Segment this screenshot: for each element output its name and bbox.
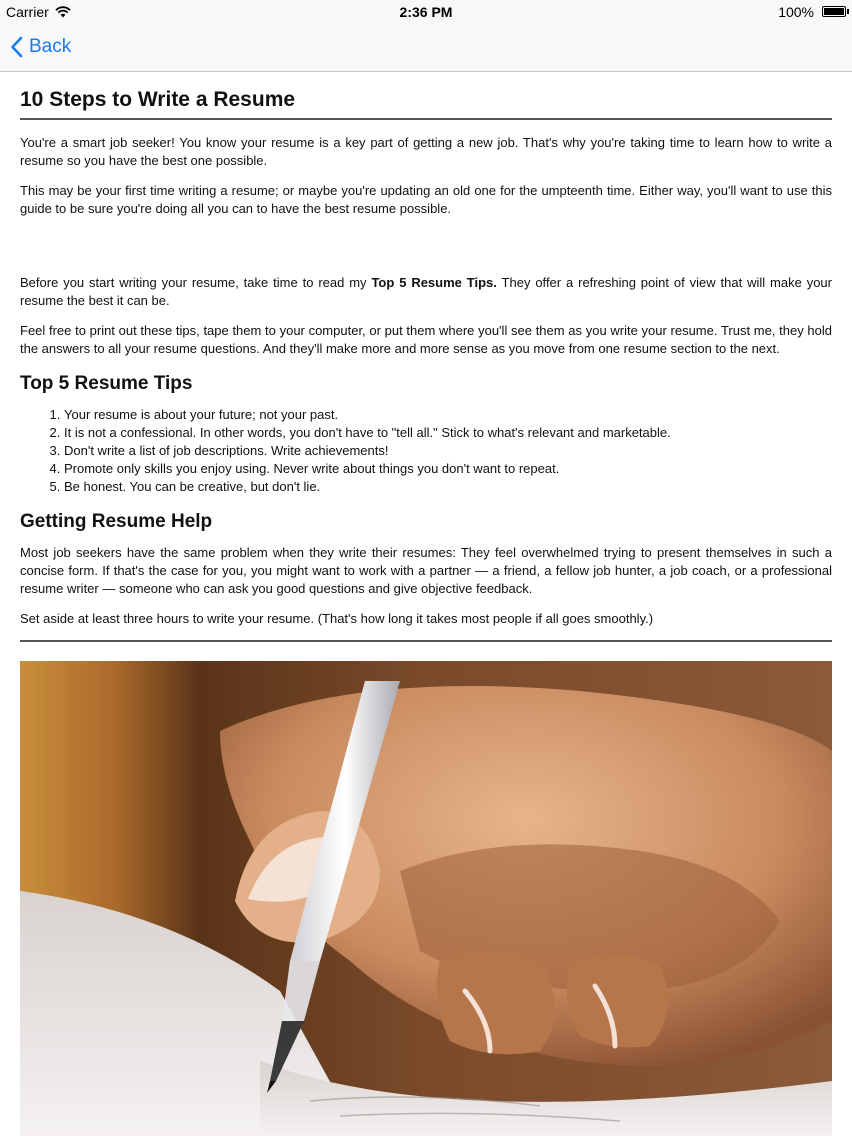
article-content [20, 86, 832, 649]
list-item: 1. Your resume is about your future; not your past. [64, 406, 832, 424]
spacer [20, 218, 832, 262]
help-paragraph-1: Most job seekers have the same problem when they write their resumes: They feel overwhelmed trying to present themselves in such a concise form. If that's the case for you, you might want to work with a partner — a friend, a fellow job hunter, a job coach, or a professional resume writer — someone who can ask you good questions and give objective feedback. [20, 545, 832, 596]
battery-nub [847, 9, 849, 14]
back-label: Back [29, 36, 72, 57]
list-item: 3. Don't write a list of job descriptions. Write achievements! [64, 442, 832, 460]
help-heading: Getting Resume Help [20, 511, 213, 532]
list-item: 4. Promote only skills you enjoy using. Never write about things you don't want to repeat. [64, 460, 832, 478]
page-title: 10 Steps to Write a Resume [20, 86, 832, 120]
intro-paragraph-2: This may be your first time writing a resume; or maybe you're updating an old one for the umpteenth time. Either way, you'll want to use this guide to be sure you're doing all you can to have the best resume possible. [20, 183, 832, 216]
help-paragraph-2: Set aside at least three hours to write your resume. (That's how long it takes most people if all goes smoothly.) [20, 611, 654, 626]
list-item: 5. Be honest. You can be creative, but don't lie. [64, 478, 832, 496]
back-button[interactable] [10, 32, 71, 62]
status-bar [0, 0, 852, 24]
feel-free-paragraph: Feel free to print out these tips, tape them to your computer, or put them where you'll see them as you write your resume. Trust me, they hold the answers to all your resume questions. And they'll make more and more sense as you move from one resume section to the next. [20, 323, 832, 356]
hand-writing-photo [20, 661, 832, 1136]
clock: 2:36 PM [399, 4, 453, 20]
before-start-text: Before you start writing your resume, take time to read my [20, 275, 372, 290]
before-start-paragraph [20, 274, 832, 310]
divider [20, 640, 832, 642]
tips-list [20, 406, 832, 496]
chevron-left-icon [10, 36, 23, 58]
tips-heading: Top 5 Resume Tips [20, 373, 193, 394]
list-item: 2. It is not a confessional. In other words, you don't have to "tell all." Stick to what's relevant and marketable. [64, 424, 832, 442]
intro-paragraph-1: You're a smart job seeker! You know your resume is a key part of getting a new job. That's why you're taking time to learn how to write a resume so you have the best one possible. [20, 135, 832, 168]
battery-icon [822, 6, 846, 17]
carrier-label: Carrier [6, 4, 49, 20]
tips-link-text: Top 5 Resume Tips. [371, 275, 497, 290]
battery-percentage: 100% [778, 4, 814, 20]
navigation-bar [0, 24, 852, 72]
before-start-text-end: They offer a refreshing point of view that will make your resume the best it can be. [20, 275, 832, 308]
